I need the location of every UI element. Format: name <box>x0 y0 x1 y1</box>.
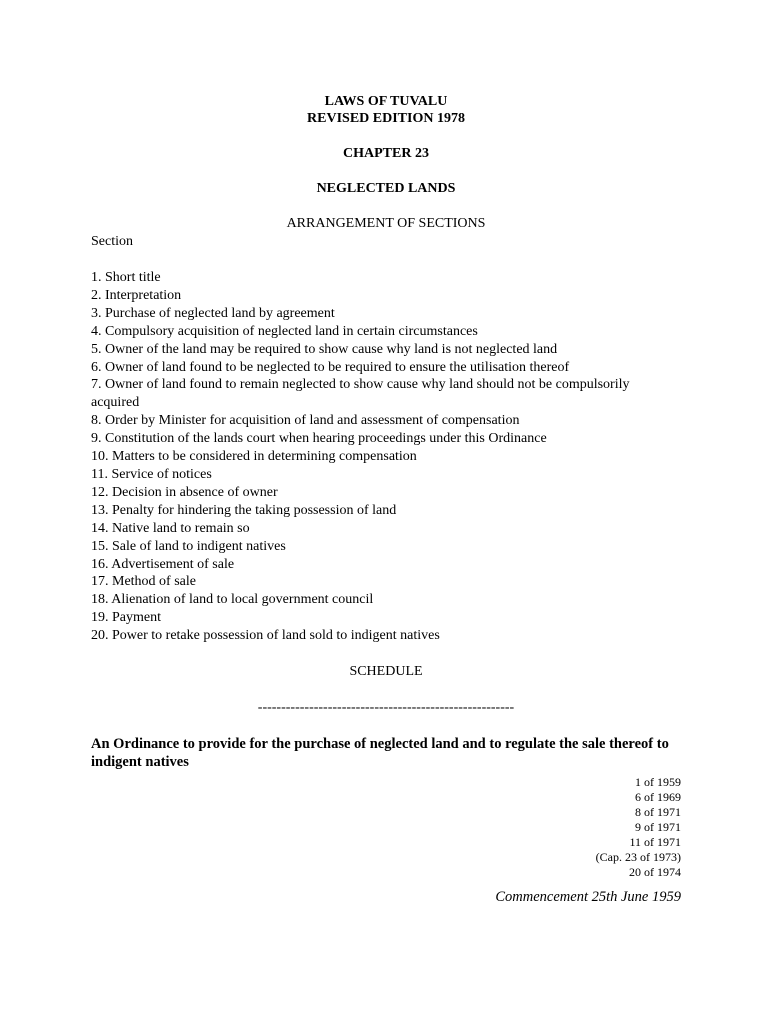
section-item: 9. Constitution of the lands court when hearing proceedings under this Ordinance <box>91 431 547 447</box>
section-item: 13. Penalty for hindering the taking possession of land <box>91 502 397 518</box>
edition-heading: REVISED EDITION 1978 <box>307 111 465 126</box>
section-item: 10. Matters to be considered in determining compensation <box>91 449 417 465</box>
section-item: 19. Payment <box>91 610 161 626</box>
commencement-date: Commencement 25th June 1959 <box>495 889 681 906</box>
section-item: 2. Interpretation <box>91 287 182 303</box>
title-heading: NEGLECTED LANDS <box>316 181 456 196</box>
section-label: Section <box>91 234 133 249</box>
section-item: 1. Short title <box>91 270 161 285</box>
section-item: 11. Service of notices <box>91 466 212 482</box>
section-item: 12. Decision in absence of owner <box>91 484 278 500</box>
ordinance-title: An Ordinance to provide for the purchase of neglected land and to regulate the sale thereof to indigent natives <box>91 736 669 771</box>
section-item: 7. Owner of land found to remain neglected to show cause why land should not be compulsorily acquired <box>91 377 630 411</box>
laws-heading: LAWS OF TUVALU <box>324 94 448 109</box>
section-item: 18. Alienation of land to local government council <box>91 592 374 608</box>
reference-item: 20 of 1974 <box>629 865 681 880</box>
section-item: 17. Method of sale <box>91 574 196 590</box>
section-item: 20. Power to retake possession of land sold to indigent natives <box>91 628 440 644</box>
arrangement-heading: ARRANGEMENT OF SECTIONS <box>286 216 486 231</box>
section-item: 6. Owner of land found to be neglected to be required to ensure the utilisation thereof <box>91 359 570 375</box>
legislation-references <box>91 775 681 880</box>
section-item: 5. Owner of the land may be required to show cause why land is not neglected land <box>91 341 558 357</box>
reference-item: 1 of 1959 <box>635 775 681 790</box>
reference-item: (Cap. 23 of 1973) <box>595 850 681 865</box>
section-item: 8. Order by Minister for acquisition of land and assessment of compensation <box>91 413 520 429</box>
section-item: 14. Native land to remain so <box>91 520 250 536</box>
reference-item: 9 of 1971 <box>635 820 681 835</box>
section-item: 3. Purchase of neglected land by agreement <box>91 305 335 321</box>
chapter-heading: CHAPTER 23 <box>343 146 429 161</box>
reference-item: 6 of 1969 <box>635 790 681 805</box>
section-item: 16. Advertisement of sale <box>91 556 235 572</box>
schedule-heading: SCHEDULE <box>349 664 423 680</box>
document-page <box>91 93 681 906</box>
section-item: 15. Sale of land to indigent natives <box>91 538 286 554</box>
reference-item: 11 of 1971 <box>629 835 681 850</box>
section-item: 4. Compulsory acquisition of neglected land in certain circumstances <box>91 323 478 339</box>
sections-list <box>91 269 681 645</box>
divider-rule: ------------------------------------------------------- <box>257 700 515 716</box>
reference-item: 8 of 1971 <box>635 805 681 820</box>
